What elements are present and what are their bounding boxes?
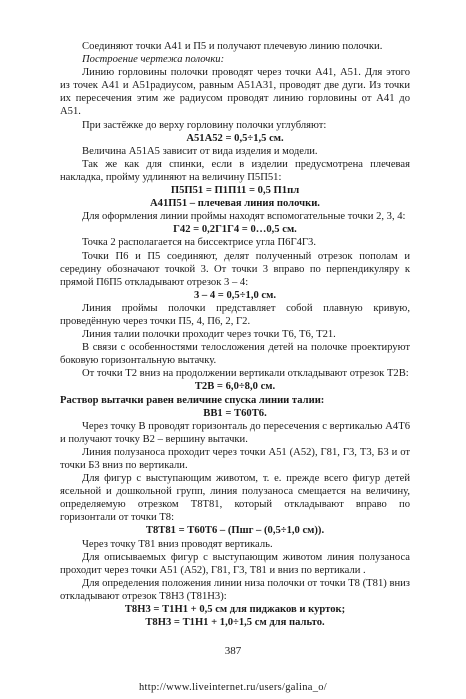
paragraph-12: В связи с особенностями телосложения детей на полочке проектируют боковую горизонтальную вытачку. bbox=[60, 342, 410, 367]
paragraph-19: Для описываемых фигур с выступающим животом линия полузаноса проходит через точки А51 (А52), Г81, Г3, Т81 и вниз по вертикали . bbox=[60, 551, 410, 576]
paragraph-14: Раствор вытачки равен величине спуска линии талии: bbox=[60, 394, 325, 406]
paragraph-1: Соединяют точки А41 и П5 и получают плечевую линию полочки. bbox=[82, 41, 383, 52]
paragraph-10: Линия проймы полочки представляет собой плавную кривую, проведённую через точки П5, 4, П6, 2, Г2. bbox=[60, 302, 410, 327]
page-text bbox=[60, 40, 410, 629]
paragraph-16: Линия полузаноса проходит через точки А51 (А52), Г81, Г3, Т3, Б3 и от точки Б3 вниз по вертикали. bbox=[60, 446, 410, 471]
formula-9: Т8Н3 = Т1Н1 + 0,5 см для пиджаков и курток; bbox=[124, 604, 346, 616]
page-number: 387 bbox=[224, 645, 242, 657]
formula-10: Т8Н3 = Т1Н1 + 1,0÷1,5 см для пальто. bbox=[145, 617, 325, 629]
paragraph-8: Точка 2 располагается на биссектрисе угла П6Г4Г3. bbox=[82, 237, 316, 249]
formula-8: Т8Т81 = Т60Т6 – (Пшг – (0,5÷1,0 см)). bbox=[145, 525, 325, 537]
formula-3: А41П51 – плечевая линия полочки. bbox=[150, 198, 320, 210]
paragraph-5: Величина А51А5 зависит от вида изделия и модели. bbox=[82, 145, 318, 157]
paragraph-3: Линию горловины полочки проводят через точки А41, А51. Для этого из точек А41 и А51радиусом, равным А51А31, проводят две дуги. Из точки их пересечения этим же радиусом проводят линию горловины от А41 до А51. bbox=[60, 67, 410, 118]
formula-4: Г42 = 0,2Г1Г4 = 0…0,5 см. bbox=[173, 224, 297, 236]
paragraph-18: Через точку Т81 вниз проводят вертикаль. bbox=[82, 538, 273, 550]
formula-1: А51А52 = 0,5÷1,5 см. bbox=[186, 132, 284, 144]
paragraph-4: При застёжке до верху горловину полочки углубляют: bbox=[82, 119, 327, 131]
paragraph-15: Через точку В проводят горизонталь до пересечения с вертикалью А4Т6 и получают точку В2 – вершину вытачки. bbox=[60, 420, 410, 445]
formula-5: 3 – 4 = 0,5÷1,0 см. bbox=[193, 289, 277, 301]
paragraph-7: Для оформления линии проймы находят вспомогательные точки 2, 3, 4: bbox=[82, 211, 406, 223]
paragraph-20: Для определения положения линии низа полочки от точки Т8 (Т81) вниз откладывают отрезок Т8Н3 (Т81Н3): bbox=[60, 577, 410, 602]
paragraph-13: От точки Т2 вниз на продолжении вертикали откладывают отрезок Т2В: bbox=[82, 368, 409, 380]
paragraph-2: Построение чертежа полочки: bbox=[82, 54, 225, 66]
paragraph-9: Точки П6 и П5 соединяют, делят полученный отрезок пополам и середину обозначают точкой 3. От точки 3 вправо по перпендикуляру к прямой П6П5 откладывают отрезок 3 – 4: bbox=[60, 250, 410, 288]
paragraph-11: Линия талии полочки проходит через точки Т6, Т6, Т21. bbox=[82, 329, 336, 341]
formula-6: Т2В = 6,0÷8,0 см. bbox=[194, 381, 276, 393]
paragraph-17: Для фигур с выступающим животом, т. е. прежде всего фигур детей ясельной и дошкольной групп, линия полузаноса смещается на величину, определяемую отрезком Т8Т81, который откладывают вправо по горизонтали от точки Т8: bbox=[60, 473, 410, 524]
formula-7: ВВ1 = Т60Т6. bbox=[203, 407, 267, 419]
formula-2: П5П51 = П1П11 = 0,5 П1пл bbox=[170, 185, 300, 197]
watermark-url: http://www.liveinternet.ru/users/galina_o/ bbox=[138, 682, 328, 693]
paragraph-6: Так же как для спинки, если в изделии предусмотрена плечевая накладка, пройму удлиняют на величину П5П51: bbox=[60, 158, 410, 183]
